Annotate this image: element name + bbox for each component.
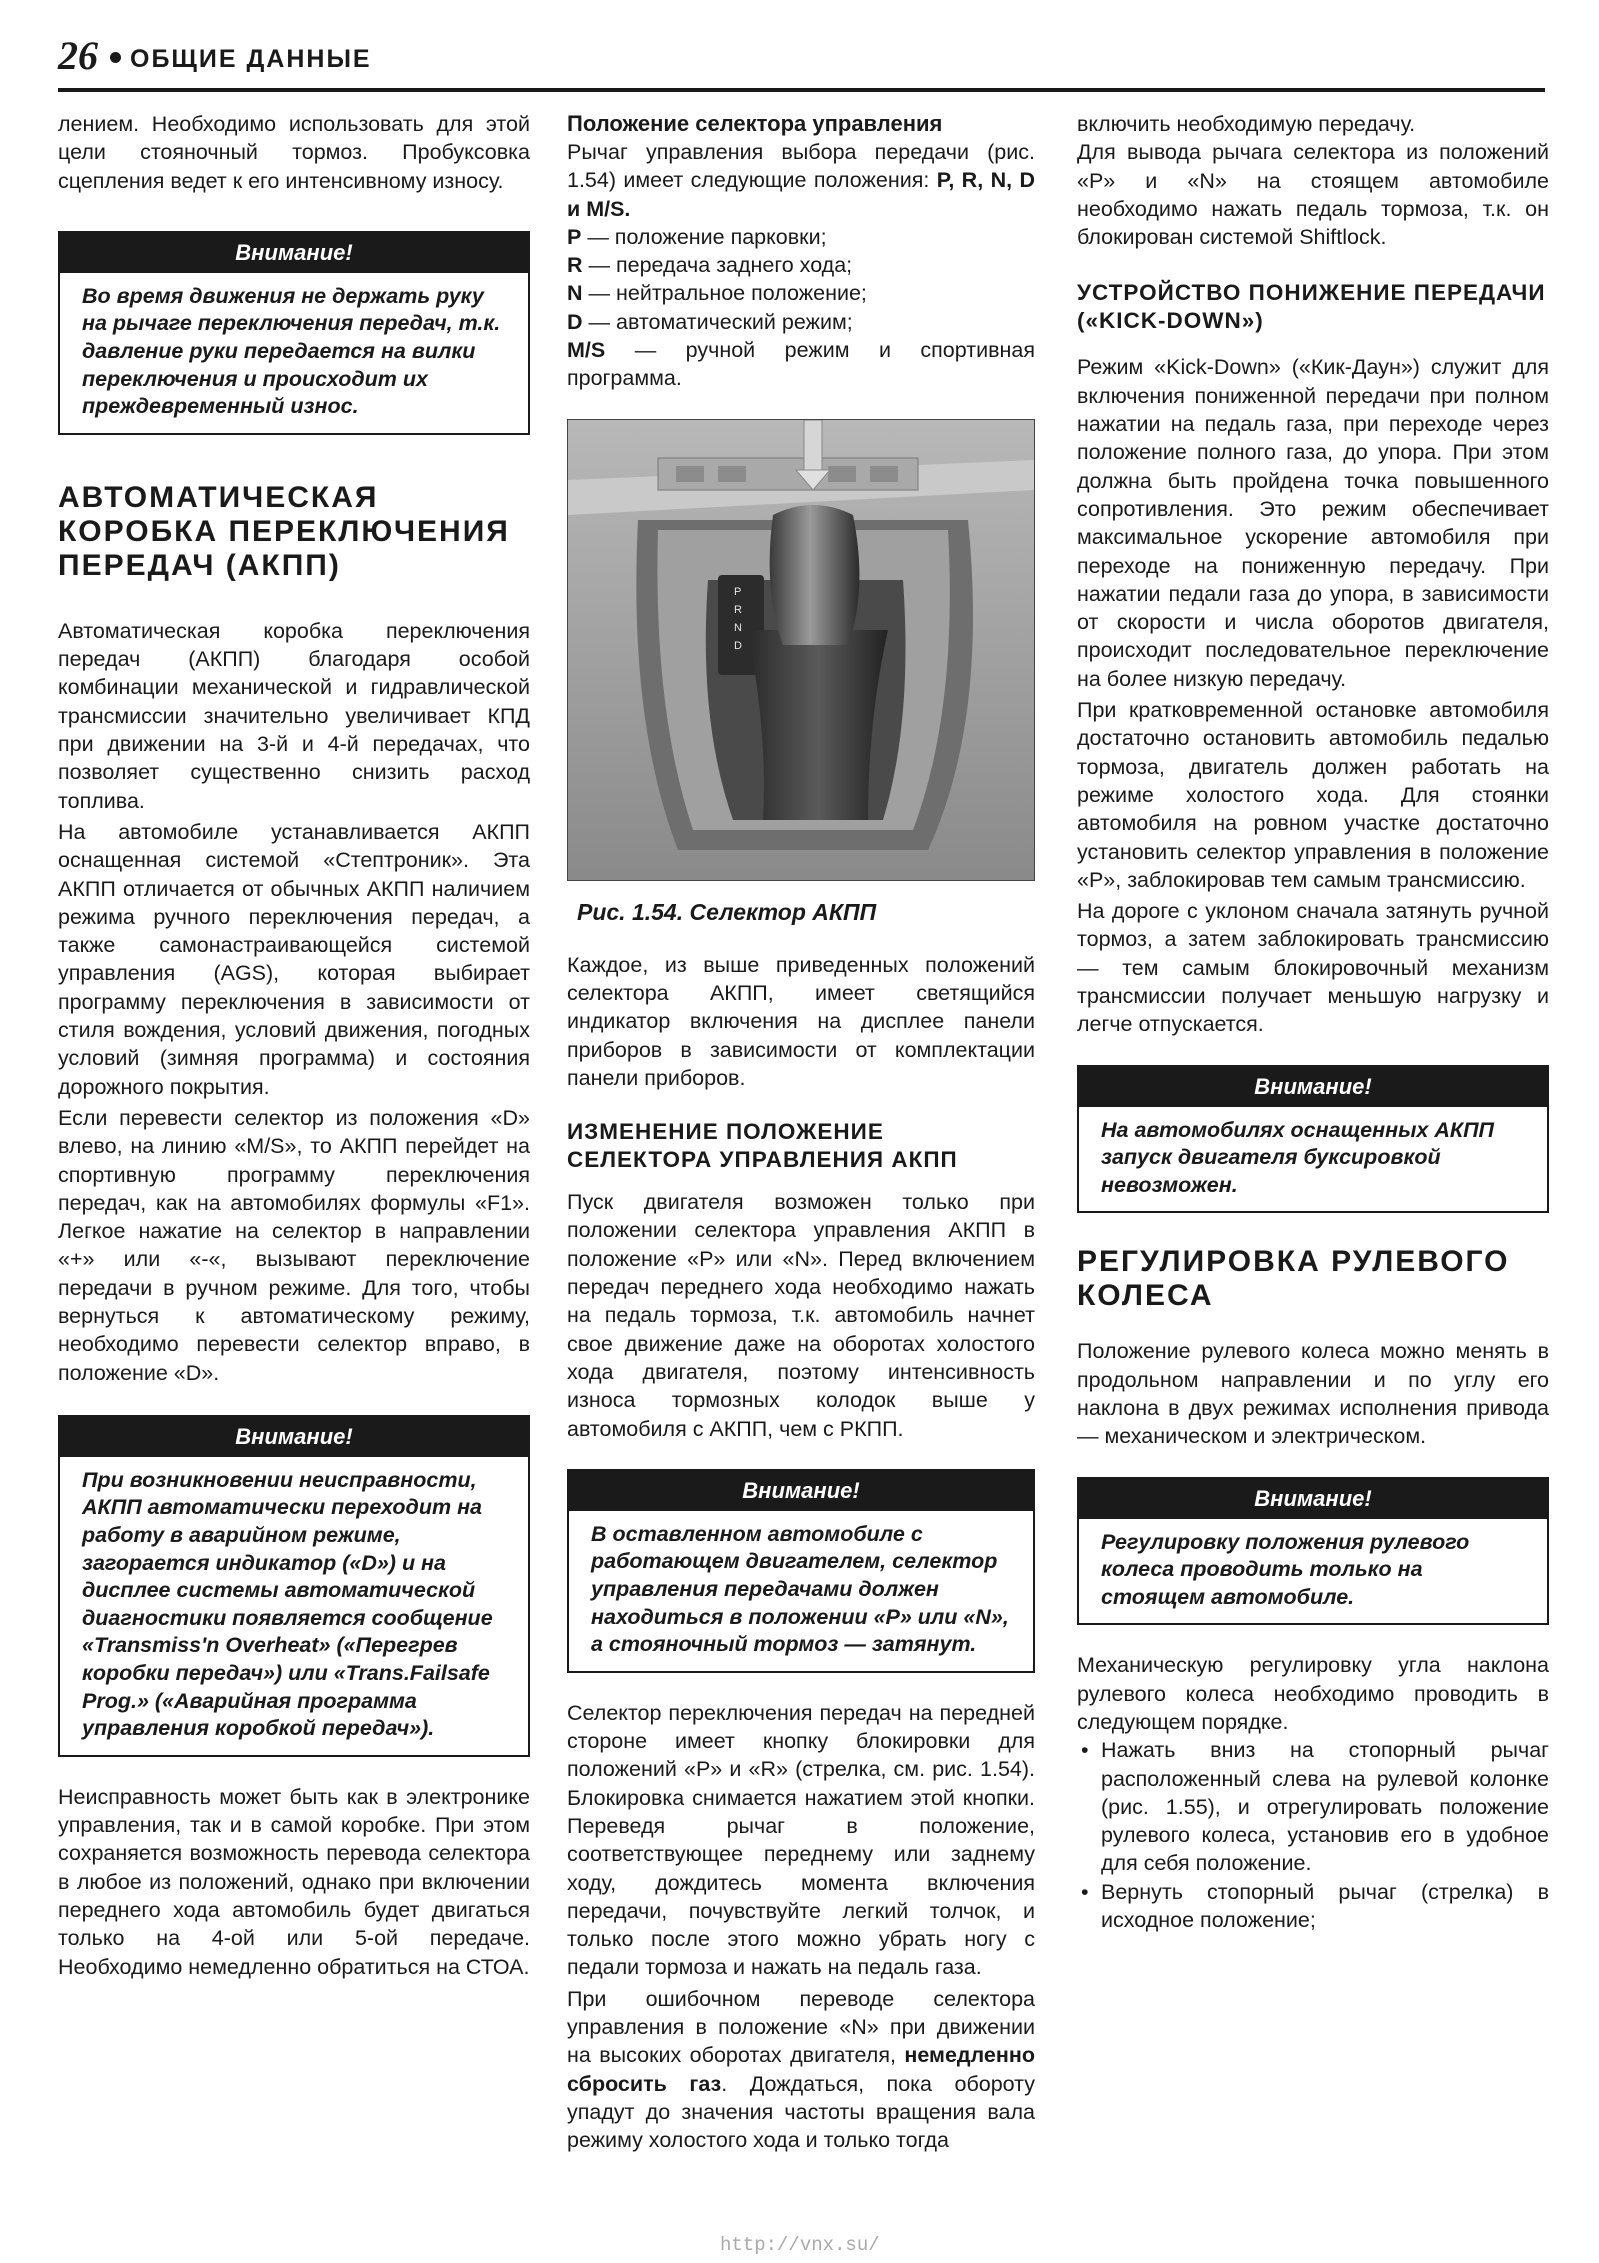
bullet-dot (110, 52, 121, 63)
list-item: • Вернуть стопорный рычаг (стрелка) в исходное положение; (1081, 1879, 1549, 1933)
warning-text: Во время движения не держать руку на рычаге переключения передач, т.к. давление руки передается на вилки переключения и происходит их преждевременный износ. (82, 283, 501, 419)
paragraph: Автоматическая коробка переключения передач (АКПП) благодаря особой комбинации механической и гидравлической трансмиссии значительно увеличивает КПД при движении на 3-й и 4-й передачах, что позволяет существенно снизить расход топлива. (58, 618, 530, 813)
footer-url: http://vnx.su/ (720, 2234, 880, 2256)
position-item: R — передача заднего хода; (567, 253, 853, 278)
section-heading: УСТРОЙСТВО ПОНИЖЕНИЕ ПЕРЕДАЧИ («KICK-DOWN») (1077, 280, 1546, 334)
bullet-icon: • (1081, 1738, 1089, 1763)
column-middle (567, 110, 1035, 2155)
paragraph: Положение рулевого колеса можно менять в продольном направлении и по углу его наклона в двух режимах исполнения привода — механическом и электрическом. (1077, 1339, 1549, 1449)
section-heading: АВТОМАТИЧЕСКАЯ КОРОБКА ПЕРЕКЛЮЧЕНИЯ ПЕРЕДАЧ (АКПП) (58, 480, 510, 582)
svg-text:N: N (734, 621, 742, 634)
paragraph: Пуск двигателя возможен только при положении селектора управления АКПП в положение «P» или «N». Перед включением передач переднего хода необходимо нажать на педаль тормоза, т.к. автомобиль начнет свое движение даже на оборотах холостого хода двигателя, поэтому интенсивность износа тормозных колодок выше у автомобиля с АКПП, чем с РКПП. (567, 1190, 1035, 1441)
paragraph: Селектор переключения передач на передней стороне имеет кнопку блокировки для положений «P» и «R» (стрелка, см. рис. 1.54). Блокировка снимается нажатием этой кнопки. Переведя рычаг в положение, соответствующее переднему или заднему ходу, дождитесь момента включения передачи, почувствуйте легкий толчок, и только после этого можно убрать ногу с педали тормоза и нажать на педаль газа. (567, 1700, 1035, 1980)
page-number: 26 (58, 33, 98, 78)
warning-title: Внимание! (60, 1417, 528, 1457)
paragraph: На автомобиле устанавливается АКПП оснащенная системой «Стептроник». Эта АКПП отличается от обычных АКПП наличием режима ручного переключения передач, а также самонастраивающейся системой управления (AGS), которая выбирает программу переключения в зависимости от стиля вождения, условий движения, погодных условий (зимняя программа) и состояния дорожного покрытия. (58, 819, 530, 1099)
column-right (1077, 110, 1549, 1934)
figure-selector-photo (567, 419, 1035, 881)
warning-title: Внимание! (569, 1471, 1033, 1511)
paragraph: Неисправность может быть как в электронике управления, так и в самой коробке. При этом сохраняется возможность перевода селектора в любое из положений, однако при включении переднего хода автомобиль будет двигаться только на 4-ой или 5-ой передаче. Необходимо немедленно обратиться на СТОА. (58, 1784, 530, 1979)
warning-text: При возникновении неисправности, АКПП автоматически переходит на работу в аварийном режиме, загорается индикатор («D») и на дисплее системы автоматической диагностики появляется сообщение «Transmiss'n Overheat» («Перегрев коробки передач») или «Trans.Failsafe Prog.» («Аварийная программа управления коробкой передач»). (82, 1467, 493, 1741)
bullet-icon: • (1081, 1879, 1089, 1904)
page-header (58, 28, 1545, 92)
warning-box (567, 1469, 1035, 1673)
warning-box (1077, 1477, 1549, 1626)
svg-text:R: R (734, 603, 742, 616)
position-item: P — положение парковки; (567, 224, 827, 249)
warning-box (58, 231, 530, 435)
warning-text: Регулировку положения рулевого колеса проводить только на стоящем автомобиле. (1101, 1529, 1470, 1609)
section-title: ОБЩИЕ ДАННЫЕ (130, 45, 372, 73)
warning-title: Внимание! (1079, 1479, 1547, 1519)
position-list (567, 223, 1035, 393)
paragraph: Режим «Kick-Down» («Кик-Даун») служит для включения пониженной передачи при полном нажатии на педаль газа, при переходе через положение полного газа, до упора. При этом должна быть пройдена точка повышенного сопротивления. Это режим обеспечивает максимальное ускорение автомобиля при переходе на пониженную передачу. При нажатии педали газа до упора, в зависимости от скорости и числа оборотов двигателя, происходит последовательное переключение на более низкую передачу. (1077, 355, 1549, 691)
position-item: D — автоматический режим; (567, 309, 853, 334)
position-item: M/S — ручной режим и спортивная программа. (567, 338, 1035, 391)
paragraph: включить необходимую передачу. (1077, 112, 1416, 136)
list-item: • Нажать вниз на стопорный рычаг расположенный слева на рулевой колонке (рис. 1.55), и отрегулировать положение рулевого колеса, установив его в удобное для себя положение. (1081, 1738, 1549, 1876)
warning-text: На автомобилях оснащенных АКПП запуск двигателя буксировкой невозможен. (1101, 1117, 1495, 1197)
position-item: N — нейтральное положение; (567, 281, 867, 306)
column-left (58, 110, 530, 1981)
warning-box (58, 1415, 530, 1757)
paragraph: Рычаг управления выбора передачи (рис. 1.54) имеет следующие положения: P, R, N, D и M/S. (567, 140, 1035, 221)
paragraph: Если перевести селектор из положения «D» влево, на линию «M/S», то АКПП перейдет на спортивную программу переключения передач, как на автомобилях формулы «F1». Легкое нажатие на селектор в направлении «+» или «-«, вызывают переключение передачи в ручном режиме. Для того, чтобы вернуться к автоматическому режиму, необходимо перевести селектор вправо, в положение «D». (58, 1105, 530, 1385)
paragraph: При ошибочном переводе селектора управления в положение «N» при движении на высоких оборотах двигателя, немедленно сбросить газ. Дождаться, пока обороту упадут до значения частоты вращения вала режиму холостого хода и только тогда (567, 1986, 1035, 2153)
warning-box (1077, 1065, 1549, 1214)
subheading: Положение селектора управления (567, 111, 943, 136)
paragraph: На дороге с уклоном сначала затянуть ручной тормоз, а затем заблокировать трансмиссию — тем самым блокировочный механизм трансмиссии получает меньшую нагрузку и легче отпускается. (1077, 899, 1549, 1037)
paragraph: Каждое, из выше приведенных положений селектора АКПП, имеет светящийся индикатор включения на дисплее панели приборов в зависимости от комплектации панели приборов. (567, 952, 1035, 1090)
paragraph: лением. Необходимо использовать для этой цели стояночный тормоз. Пробуксовка сцепления ведет к его интенсивному износу. (58, 112, 530, 193)
paragraph: Для вывода рычага селектора из положений «P» и «N» на стоящем автомобиле необходимо нажать педаль тормоза, т.к. он блокирован системой Shiftlock. (1077, 140, 1549, 250)
paragraph: Механическую регулировку угла наклона рулевого колеса необходимо проводить в следующем порядке. (1077, 1653, 1549, 1734)
gear-selector-illustration (568, 420, 1034, 880)
section-heading: РЕГУЛИРОВКА РУЛЕВОГО КОЛЕСА (1077, 1245, 1510, 1313)
svg-text:P: P (734, 585, 742, 598)
paragraph: При кратковременной остановке автомобиля достаточно остановить автомобиль педалью тормоза, двигатель должен работать на режиме холостого хода. Для стоянки автомобиля на ровном участке достаточно установить селектор управления в положение «P», заблокировав тем самым трансмиссию. (1077, 698, 1549, 892)
warning-text: В оставленном автомобиле с работающем двигателем, селектор управления передачами должен находиться в положении «P» или «N», а стояночный тормоз — затянут. (591, 1521, 1009, 1657)
figure-caption: Рис. 1.54. Селектор АКПП (577, 898, 877, 925)
svg-text:D: D (734, 639, 742, 652)
section-heading: ИЗМЕНЕНИЕ ПОЛОЖЕНИЕ СЕЛЕКТОРА УПРАВЛЕНИЯ АКПП (567, 1119, 958, 1173)
warning-title: Внимание! (1079, 1067, 1547, 1107)
warning-title: Внимание! (60, 233, 528, 273)
